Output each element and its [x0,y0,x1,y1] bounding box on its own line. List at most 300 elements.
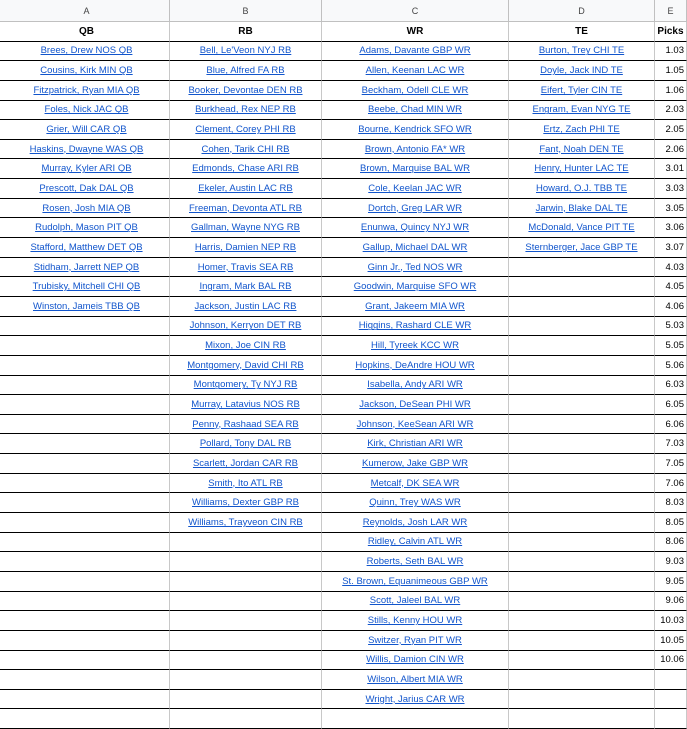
picks-cell[interactable] [655,709,687,729]
rb-cell[interactable] [170,611,322,631]
player-link[interactable]: Metcalf, DK SEA WR [370,477,460,489]
rb-cell[interactable] [170,434,322,454]
picks-cell[interactable] [655,61,687,81]
te-cell[interactable] [509,218,655,238]
player-link[interactable]: St. Brown, Equanimeous GBP WR [342,575,488,587]
table-row [0,42,687,62]
te-cell[interactable] [509,493,655,513]
picks-cell[interactable] [655,611,687,631]
wr-cell[interactable] [322,356,509,376]
wr-cell[interactable] [322,179,509,199]
player-link[interactable]: Cohen, Tarik CHI RB [201,143,290,155]
qb-cell[interactable] [4,493,170,513]
picks-cell[interactable] [655,513,687,533]
pick-value: 3.03 [665,182,684,194]
te-cell[interactable] [509,434,655,454]
picks-cell[interactable] [655,277,687,297]
player-link[interactable]: Trubisky, Mitchell CHI QB [32,281,141,293]
te-cell[interactable] [509,552,655,572]
header-qb[interactable]: QB [4,22,170,42]
qb-cell[interactable] [4,277,170,297]
te-cell[interactable] [509,592,655,612]
rb-cell[interactable] [170,258,322,278]
player-link[interactable]: Foles, Nick JAC QB [44,104,129,116]
picks-cell[interactable] [655,356,687,376]
player-link[interactable]: Grier, Will CAR QB [46,124,127,136]
qb-cell[interactable] [4,513,170,533]
player-link[interactable]: Allen, Keenan LAC WR [365,65,465,77]
rb-cell[interactable] [170,101,322,121]
picks-cell[interactable] [655,297,687,317]
player-link[interactable]: Wilson, Albert MIA WR [367,673,463,685]
picks-cell[interactable] [655,415,687,435]
wr-cell[interactable] [322,376,509,396]
qb-cell[interactable] [4,336,170,356]
picks-cell[interactable] [655,631,687,651]
table-row [0,336,687,356]
wr-cell[interactable] [322,140,509,160]
picks-cell[interactable] [655,81,687,101]
player-link[interactable]: Stidham, Jarrett NEP QB [33,261,140,273]
player-link[interactable]: McDonald, Vance PIT TE [528,222,635,234]
table-row [0,552,687,572]
header-row [0,22,687,42]
qb-cell[interactable] [4,81,170,101]
player-link[interactable]: Ertz, Zach PHI TE [543,124,620,136]
column-letter-d[interactable]: D [509,0,655,21]
player-link[interactable]: Brees, Drew NOS QB [40,45,133,57]
picks-cell[interactable] [655,552,687,572]
player-link[interactable]: Rudolph, Mason PIT QB [35,222,138,234]
picks-cell[interactable] [655,376,687,396]
player-link[interactable]: Ginn Jr., Ted NOS WR [367,261,463,273]
qb-cell[interactable] [4,651,170,671]
rb-cell[interactable] [170,454,322,474]
rb-cell[interactable] [170,277,322,297]
te-cell[interactable] [509,61,655,81]
player-link[interactable]: Stafford, Matthew DET QB [30,241,143,253]
player-link[interactable]: Montgomery, David CHI RB [187,359,304,371]
rb-cell[interactable] [170,218,322,238]
player-link[interactable]: Haskins, Dwayne WAS QB [29,143,144,155]
wr-cell[interactable] [322,218,509,238]
player-link[interactable]: Kumerow, Jake GBP WR [362,457,468,469]
te-cell[interactable] [509,611,655,631]
pick-value: 4.03 [665,261,684,273]
wr-cell[interactable] [322,474,509,494]
wr-cell[interactable] [322,533,509,553]
player-link[interactable]: Jackson, DeSean PHI WR [359,398,471,410]
rb-cell[interactable] [170,356,322,376]
rb-cell[interactable] [170,493,322,513]
qb-cell[interactable] [4,297,170,317]
te-cell[interactable] [509,258,655,278]
player-link[interactable]: Edmonds, Chase ARI RB [192,163,299,175]
qb-cell[interactable] [4,454,170,474]
rb-cell[interactable] [170,238,322,258]
player-link[interactable]: Clement, Corey PHI RB [195,124,296,136]
player-link[interactable]: Wright, Jarius CAR WR [365,693,465,705]
wr-cell[interactable] [322,592,509,612]
player-link[interactable]: Brown, Marquise BAL WR [360,163,470,175]
te-cell[interactable] [509,336,655,356]
player-link[interactable]: Williams, Trayveon CIN RB [188,516,303,528]
wr-cell[interactable] [322,297,509,317]
picks-cell[interactable] [655,474,687,494]
table-row [0,356,687,376]
wr-cell[interactable] [322,552,509,572]
header-te[interactable]: TE [509,22,655,42]
table-row [0,690,687,710]
player-link[interactable]: Hill, Tyreek KCC WR [371,340,459,352]
player-link[interactable]: Scarlett, Jordan CAR RB [192,457,299,469]
picks-cell[interactable] [655,572,687,592]
player-link[interactable]: Mixon, Joe CIN RB [205,340,286,352]
wr-cell[interactable] [322,651,509,671]
picks-cell[interactable] [655,317,687,337]
header-wr[interactable]: WR [322,22,509,42]
picks-cell[interactable] [655,533,687,553]
pick-value: 5.05 [665,340,684,352]
rb-cell[interactable] [170,179,322,199]
wr-cell[interactable] [322,611,509,631]
picks-cell[interactable] [655,179,687,199]
te-cell[interactable] [509,356,655,376]
te-cell[interactable] [509,42,655,62]
player-link[interactable]: Johnson, KeeSean ARI WR [356,418,474,430]
player-link[interactable]: Doyle, Jack IND TE [540,65,623,77]
te-cell[interactable] [509,179,655,199]
picks-cell[interactable] [655,395,687,415]
qb-cell[interactable] [4,356,170,376]
pick-value: 3.06 [665,222,684,234]
picks-cell[interactable] [655,159,687,179]
te-cell[interactable] [509,120,655,140]
qb-cell[interactable] [4,199,170,219]
column-letter-a[interactable]: A [4,0,170,21]
player-link[interactable]: Jackson, Justin LAC RB [194,300,297,312]
player-link[interactable]: Kirk, Christian ARI WR [367,438,463,450]
player-link[interactable]: Burkhead, Rex NEP RB [195,104,296,116]
player-link[interactable]: Beebe, Chad MIN WR [368,104,462,116]
player-link[interactable]: Pollard, Tony DAL RB [199,438,292,450]
player-link[interactable]: Cousins, Kirk MIN QB [40,65,133,77]
pick-value: 9.05 [665,575,684,587]
player-link[interactable]: Roberts, Seth BAL WR [366,556,464,568]
rb-cell[interactable] [170,513,322,533]
player-link[interactable]: Penny, Rashaad SEA RB [192,418,299,430]
player-link[interactable]: Smith, Ito ATL RB [208,477,283,489]
qb-cell[interactable] [4,474,170,494]
player-link[interactable]: Murray, Latavius NOS RB [191,398,300,410]
wr-cell[interactable] [322,631,509,651]
te-cell[interactable] [509,101,655,121]
pick-value: 7.05 [665,457,684,469]
table-row [0,651,687,671]
table-row [0,493,687,513]
rb-cell[interactable] [170,199,322,219]
picks-cell[interactable] [655,592,687,612]
column-letter-header [0,0,687,22]
rb-cell[interactable] [170,474,322,494]
te-cell[interactable] [509,454,655,474]
qb-cell[interactable] [4,709,170,729]
column-letter-b[interactable]: B [170,0,322,21]
wr-cell[interactable] [322,709,509,729]
te-cell[interactable] [509,670,655,690]
pick-value: 6.05 [665,398,684,410]
qb-cell[interactable] [4,42,170,62]
pick-value: 4.06 [665,300,684,312]
picks-cell[interactable] [655,690,687,710]
player-link[interactable]: Higgins, Rashard CLE WR [358,320,472,332]
pick-value: 5.06 [665,359,684,371]
te-cell[interactable] [509,376,655,396]
rb-cell[interactable] [170,552,322,572]
pick-value: 2.05 [665,124,684,136]
picks-cell[interactable] [655,120,687,140]
rb-cell[interactable] [170,42,322,62]
qb-cell[interactable] [4,631,170,651]
picks-cell[interactable] [655,140,687,160]
player-link[interactable]: Rosen, Josh MIA QB [42,202,131,214]
rb-cell[interactable] [170,81,322,101]
wr-cell[interactable] [322,395,509,415]
qb-cell[interactable] [4,415,170,435]
player-link[interactable]: Jarwin, Blake DAL TE [535,202,628,214]
rb-cell[interactable] [170,709,322,729]
wr-cell[interactable] [322,454,509,474]
player-link[interactable]: Ekeler, Austin LAC RB [198,182,293,194]
player-link[interactable]: Engram, Evan NYG TE [532,104,631,116]
player-link[interactable]: Winston, Jameis TBB QB [33,300,140,312]
qb-cell[interactable] [4,238,170,258]
te-cell[interactable] [509,317,655,337]
qb-cell[interactable] [4,395,170,415]
rb-cell[interactable] [170,670,322,690]
wr-cell[interactable] [322,513,509,533]
picks-cell[interactable] [655,336,687,356]
wr-cell[interactable] [322,493,509,513]
wr-cell[interactable] [322,572,509,592]
picks-cell[interactable] [655,238,687,258]
pick-value: 1.06 [665,84,684,96]
player-link[interactable]: Switzer, Ryan PIT WR [368,634,462,646]
player-link[interactable]: Eifert, Tyler CIN TE [540,84,623,96]
player-link[interactable]: Harris, Damien NEP RB [194,241,297,253]
pick-value: 6.06 [665,418,684,430]
wr-cell[interactable] [322,415,509,435]
qb-cell[interactable] [4,434,170,454]
table-row [0,474,687,494]
picks-cell[interactable] [655,434,687,454]
te-cell[interactable] [509,297,655,317]
rb-cell[interactable] [170,572,322,592]
player-link[interactable]: Gallup, Michael DAL WR [362,241,468,253]
player-link[interactable]: Ingram, Mark BAL RB [199,281,292,293]
player-link[interactable]: Williams, Dexter GBP RB [192,497,299,509]
wr-cell[interactable] [322,336,509,356]
player-link[interactable]: Gallman, Wayne NYG RB [191,222,300,234]
pick-value: 3.05 [665,202,684,214]
player-link[interactable]: Grant, Jakeem MIA WR [365,300,465,312]
pick-value: 7.03 [665,438,684,450]
player-link[interactable]: Cole, Keelan JAC WR [368,182,462,194]
player-link[interactable]: Dortch, Greg LAR WR [368,202,462,214]
te-cell[interactable] [509,81,655,101]
player-link[interactable]: Prescott, Dak DAL QB [39,182,134,194]
qb-cell[interactable] [4,533,170,553]
qb-cell[interactable] [4,120,170,140]
picks-cell[interactable] [655,199,687,219]
qb-cell[interactable] [4,179,170,199]
rb-cell[interactable] [170,159,322,179]
wr-cell[interactable] [322,101,509,121]
player-link[interactable]: Ridley, Calvin ATL WR [367,536,463,548]
wr-cell[interactable] [322,61,509,81]
player-link[interactable]: Burton, Trey CHI TE [538,45,625,57]
player-link[interactable]: Bell, Le'Veon NYJ RB [199,45,292,57]
te-cell[interactable] [509,199,655,219]
qb-cell[interactable] [4,159,170,179]
wr-cell[interactable] [322,81,509,101]
header-rb[interactable]: RB [170,22,322,42]
qb-cell[interactable] [4,101,170,121]
picks-cell[interactable] [655,218,687,238]
player-link[interactable]: Stills, Kenny HOU WR [367,615,463,627]
player-link[interactable]: Homer, Travis SEA RB [197,261,294,273]
qb-cell[interactable] [4,572,170,592]
pick-value: 9.03 [665,556,684,568]
player-link[interactable]: Johnson, Kerryon DET RB [189,320,302,332]
player-link[interactable]: Howard, O.J. TBB TE [536,182,627,194]
qb-cell[interactable] [4,611,170,631]
column-letter-c[interactable]: C [322,0,509,21]
rb-cell[interactable] [170,376,322,396]
picks-cell[interactable] [655,651,687,671]
qb-cell[interactable] [4,258,170,278]
player-link[interactable]: Reynolds, Josh LAR WR [362,516,468,528]
player-link[interactable]: Sternberger, Jace GBP TE [525,241,638,253]
rb-cell[interactable] [170,395,322,415]
qb-cell[interactable] [4,140,170,160]
qb-cell[interactable] [4,218,170,238]
qb-cell[interactable] [4,317,170,337]
player-link[interactable]: Hopkins, DeAndre HOU WR [355,359,475,371]
player-link[interactable]: Fant, Noah DEN TE [539,143,624,155]
rb-cell[interactable] [170,592,322,612]
rb-cell[interactable] [170,317,322,337]
picks-cell[interactable] [655,454,687,474]
te-cell[interactable] [509,395,655,415]
te-cell[interactable] [509,415,655,435]
table-row [0,159,687,179]
te-cell[interactable] [509,709,655,729]
rb-cell[interactable] [170,120,322,140]
qb-cell[interactable] [4,61,170,81]
te-cell[interactable] [509,651,655,671]
player-link[interactable]: Adams, Davante GBP WR [359,45,471,57]
rb-cell[interactable] [170,631,322,651]
rb-cell[interactable] [170,651,322,671]
qb-cell[interactable] [4,670,170,690]
player-link[interactable]: Enunwa, Quincy NYJ WR [360,222,470,234]
rb-cell[interactable] [170,140,322,160]
te-cell[interactable] [509,474,655,494]
picks-cell[interactable] [655,493,687,513]
rb-cell[interactable] [170,415,322,435]
pick-value: 3.07 [665,241,684,253]
player-link[interactable]: Quinn, Trey WAS WR [369,497,461,509]
wr-cell[interactable] [322,159,509,179]
te-cell[interactable] [509,159,655,179]
wr-cell[interactable] [322,238,509,258]
picks-cell[interactable] [655,101,687,121]
qb-cell[interactable] [4,592,170,612]
player-link[interactable]: Isabella, Andy ARI WR [367,379,463,391]
picks-cell[interactable] [655,670,687,690]
wr-cell[interactable] [322,258,509,278]
te-cell[interactable] [509,690,655,710]
player-link[interactable]: Beckham, Odell CLE WR [361,84,469,96]
table-row [0,670,687,690]
player-link[interactable]: Montgomery, Ty NYJ RB [193,379,298,391]
player-link[interactable]: Booker, Devontae DEN RB [188,84,303,96]
te-cell[interactable] [509,631,655,651]
wr-cell[interactable] [322,120,509,140]
player-link[interactable]: Fitzpatrick, Ryan MIA QB [33,84,140,96]
te-cell[interactable] [509,277,655,297]
wr-cell[interactable] [322,670,509,690]
qb-cell[interactable] [4,376,170,396]
wr-cell[interactable] [322,42,509,62]
wr-cell[interactable] [322,690,509,710]
header-picks[interactable]: Picks [655,22,687,42]
te-cell[interactable] [509,238,655,258]
wr-cell[interactable] [322,434,509,454]
rb-cell[interactable] [170,533,322,553]
qb-cell[interactable] [4,690,170,710]
table-row [0,709,687,729]
table-row [0,297,687,317]
picks-cell[interactable] [655,42,687,62]
player-link[interactable]: Blue, Alfred FA RB [206,65,285,77]
rb-cell[interactable] [170,297,322,317]
rb-cell[interactable] [170,61,322,81]
player-link[interactable]: Goodwin, Marquise SFO WR [353,281,477,293]
rb-cell[interactable] [170,336,322,356]
column-letter-e[interactable]: E [655,0,687,21]
wr-cell[interactable] [322,199,509,219]
te-cell[interactable] [509,533,655,553]
table-row [0,101,687,121]
qb-cell[interactable] [4,552,170,572]
wr-cell[interactable] [322,317,509,337]
player-link[interactable]: Henry, Hunter LAC TE [534,163,629,175]
picks-cell[interactable] [655,258,687,278]
player-link[interactable]: Bourne, Kendrick SFO WR [358,124,472,136]
te-cell[interactable] [509,513,655,533]
player-link[interactable]: Murray, Kyler ARI QB [41,163,132,175]
player-link[interactable]: Brown, Antonio FA* WR [364,143,466,155]
te-cell[interactable] [509,140,655,160]
wr-cell[interactable] [322,277,509,297]
te-cell[interactable] [509,572,655,592]
player-link[interactable]: Freeman, Devonta ATL RB [189,202,302,214]
player-link[interactable]: Scott, Jaleel BAL WR [369,595,461,607]
player-link[interactable]: Willis, Damion CIN WR [366,654,464,666]
rb-cell[interactable] [170,690,322,710]
